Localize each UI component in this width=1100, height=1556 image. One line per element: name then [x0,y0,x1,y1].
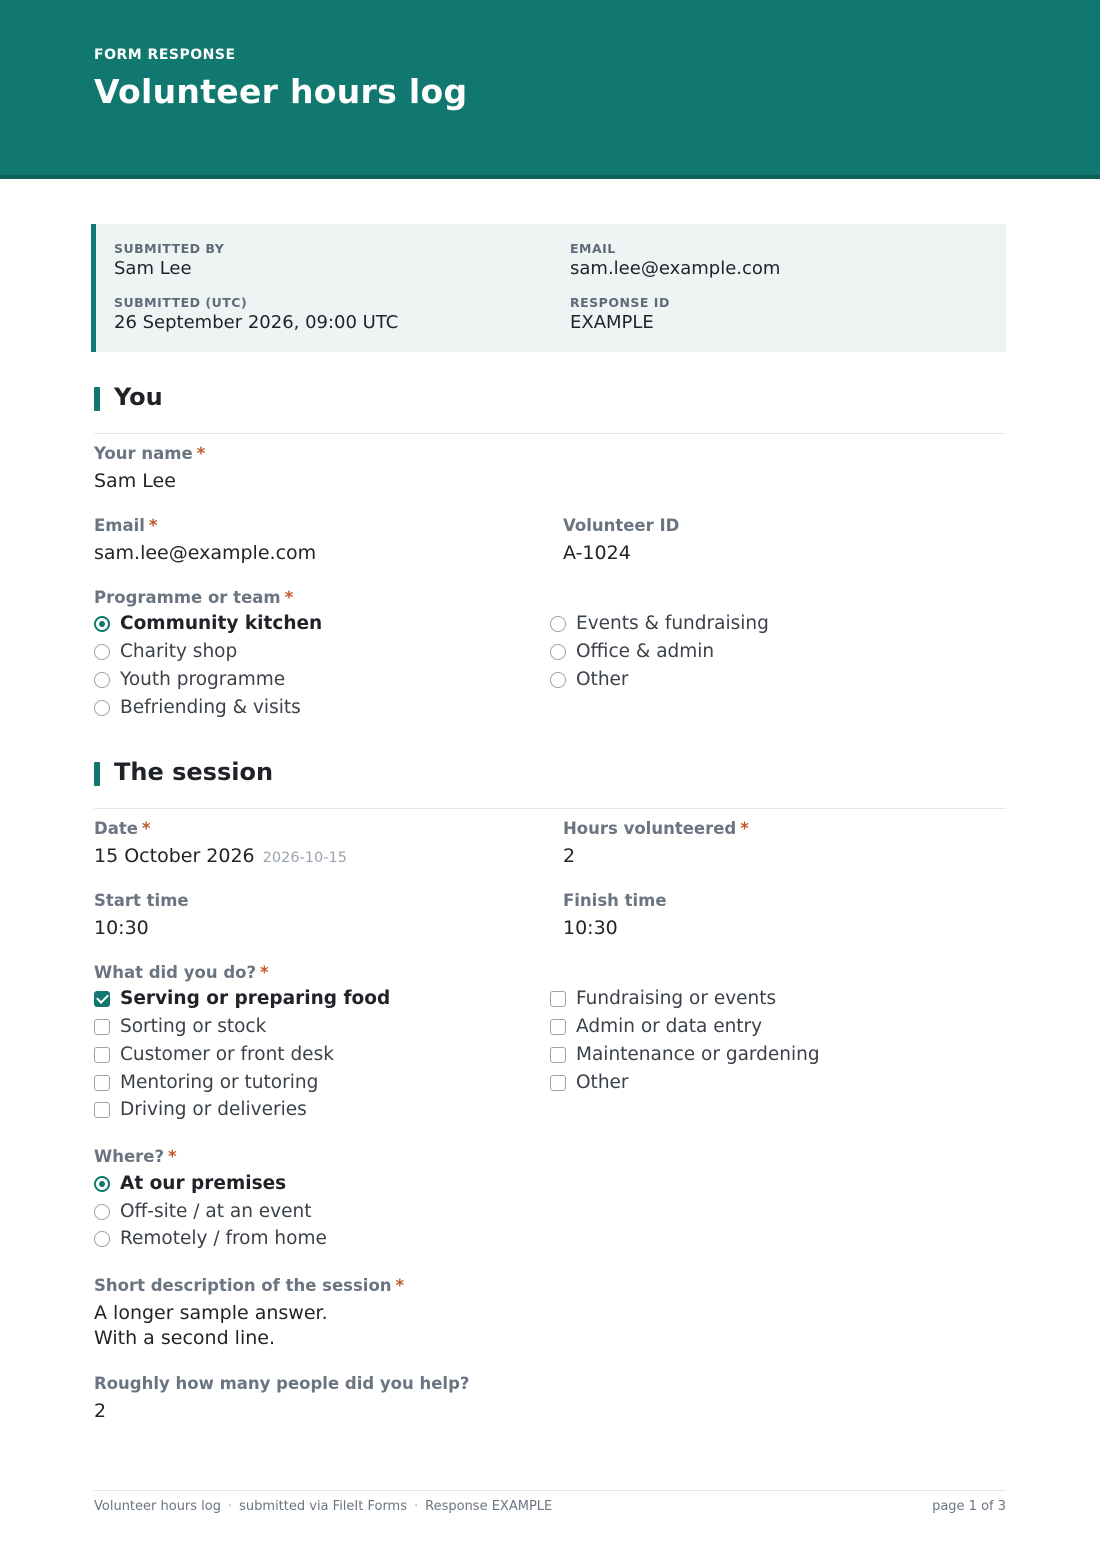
field-label: Programme or team * [94,588,294,607]
activity-option: Admin or data entry [550,1015,762,1039]
field-value: 2 [563,845,576,867]
field-value-line1: A longer sample answer. [94,1302,328,1324]
meta-response-id-label: RESPONSE ID [570,295,670,310]
field-volunteer-id [563,516,679,566]
checkbox-empty-icon [94,1075,110,1091]
field-programme [94,588,293,607]
footer-form-name: Volunteer hours log [94,1499,221,1514]
field-label: Date * [94,819,151,838]
meta-submitted-utc-value: 26 September 2026, 09:00 UTC [114,312,399,333]
footer-separator: · [414,1499,419,1514]
checkbox-empty-icon [550,1075,566,1091]
meta-response-id-value: EXAMPLE [570,312,654,333]
footer-response: Response EXAMPLE [425,1499,553,1514]
section-title: You [114,383,163,411]
radio-selected-icon [94,616,110,632]
required-marker: * [196,444,206,463]
field-label: Email * [94,516,158,535]
field-where [94,1147,177,1166]
programme-option: Office & admin [550,640,714,664]
programme-option: Community kitchen [94,612,322,636]
meta-submitted-by-value: Sam Lee [114,258,192,279]
field-activities [94,963,269,982]
footer-info [94,1499,552,1514]
footer-separator: · [228,1499,233,1514]
required-marker: * [141,819,151,838]
field-value: 10:30 [563,917,618,939]
activity-option: Maintenance or gardening [550,1043,820,1067]
field-label: Volunteer ID [563,516,680,535]
meta-email-value: sam.lee@example.com [570,258,781,279]
radio-empty-icon [94,1231,110,1247]
form-title: Volunteer hours log [94,72,468,111]
field-value: A-1024 [563,542,631,564]
required-marker: * [740,819,749,838]
section-heading-session [94,758,1006,809]
where-option: Off-site / at an event [94,1200,312,1224]
meta-submitted-by [114,241,224,279]
programme-option: Youth programme [94,668,285,692]
required-marker: * [395,1276,405,1295]
radio-empty-icon [94,644,110,660]
field-finish-time [563,891,667,941]
activity-option: Serving or preparing food [94,987,390,1011]
page-footer [94,1490,1006,1520]
field-description [94,1276,404,1351]
required-marker: * [260,963,269,982]
radio-empty-icon [550,672,566,688]
date-iso: 2026-10-15 [262,850,347,866]
field-value: sam.lee@example.com [94,542,317,564]
required-marker: * [168,1147,177,1166]
field-label: Hours volunteered * [563,819,749,838]
activity-option: Fundraising or events [550,987,776,1011]
activity-option: Driving or deliveries [94,1098,307,1122]
checkbox-empty-icon [550,1019,566,1035]
activity-option: Customer or front desk [94,1043,334,1067]
field-email [94,516,316,566]
footer-via: submitted via FileIt Forms [239,1499,407,1514]
checkbox-empty-icon [550,1047,566,1063]
submission-meta-box [91,224,1006,352]
section-accent-bar [94,387,100,411]
field-label: What did you do? * [94,963,269,982]
meta-submitted-utc [114,295,398,333]
programme-option: Befriending & visits [94,696,301,720]
activity-option: Mentoring or tutoring [94,1071,318,1095]
field-value-line2: With a second line. [94,1327,275,1349]
field-label: Finish time [563,891,667,910]
meta-email-label: EMAIL [570,241,616,256]
activity-option: Other [550,1071,629,1095]
field-value: 2 [94,1400,107,1422]
field-value: 15 October 2026 2026-10-15 [94,845,347,867]
field-label: Start time [94,891,189,910]
radio-empty-icon [550,616,566,632]
section-accent-bar [94,762,100,786]
field-value: 10:30 [94,917,149,939]
programme-option: Events & fundraising [550,612,769,636]
programme-option: Other [550,668,629,692]
checkbox-empty-icon [94,1019,110,1035]
form-kicker: FORM RESPONSE [94,47,236,63]
field-start-time [94,891,189,941]
where-option: Remotely / from home [94,1227,327,1251]
required-marker: * [284,588,294,607]
checkbox-empty-icon [94,1047,110,1063]
footer-page-number: page 1 of 3 [932,1499,1006,1514]
meta-submitted-utc-label: SUBMITTED (UTC) [114,295,248,310]
field-label: Your name * [94,444,206,463]
field-value: Sam Lee [94,470,176,492]
field-hours [563,819,749,869]
radio-empty-icon [94,672,110,688]
checkbox-empty-icon [94,1102,110,1118]
meta-email [570,241,780,279]
radio-empty-icon [550,644,566,660]
checkbox-checked-icon [94,991,110,1007]
meta-response-id [570,295,670,333]
section-heading-you [94,383,1006,434]
checkbox-empty-icon [550,991,566,1007]
field-people-helped [94,1374,469,1424]
meta-submitted-by-label: SUBMITTED BY [114,241,225,256]
field-label: Short description of the session * [94,1276,405,1295]
radio-empty-icon [94,1204,110,1220]
radio-empty-icon [94,700,110,716]
activity-option: Sorting or stock [94,1015,266,1039]
radio-selected-icon [94,1176,110,1192]
header-banner [0,0,1100,179]
programme-option: Charity shop [94,640,237,664]
field-label: Where? * [94,1147,177,1166]
field-label: Roughly how many people did you help? [94,1374,470,1393]
where-option: At our premises [94,1172,286,1196]
field-date [94,819,347,871]
section-title: The session [114,758,274,786]
required-marker: * [148,516,158,535]
field-your-name [94,444,205,494]
